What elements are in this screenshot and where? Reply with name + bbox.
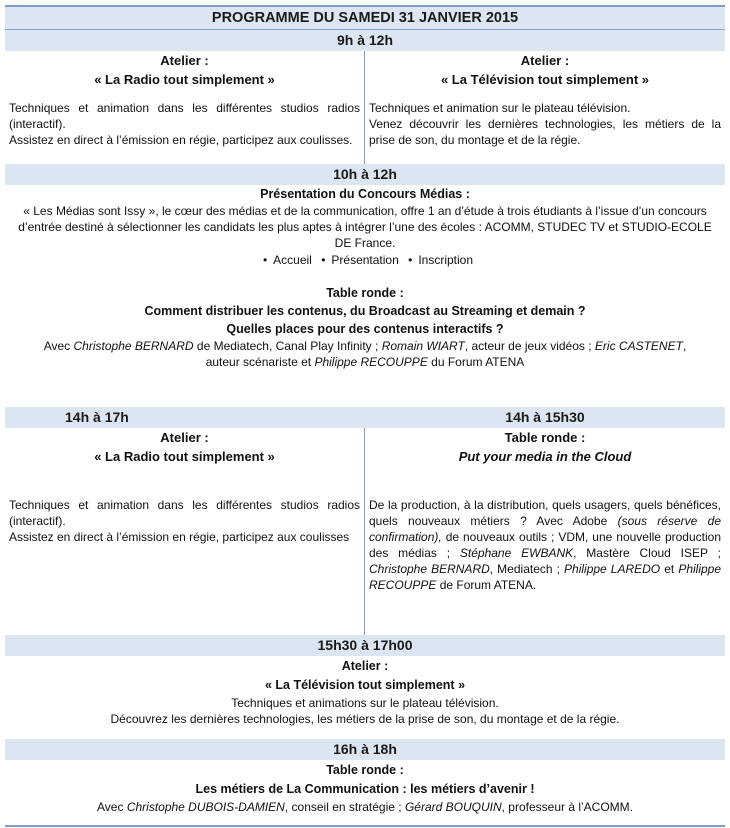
workshop-description: Techniques et animations sur le plateau télévision. xyxy=(231,696,499,710)
roundtable-speakers xyxy=(5,799,725,815)
session-10h-12h xyxy=(5,186,725,407)
workshop-kicker: Atelier : xyxy=(520,53,570,68)
speaker-name: Philippe RECOUPPE xyxy=(314,355,428,369)
speaker-role: auteur scénariste et xyxy=(205,355,312,369)
workshop-name: « La Radio tout simplement » xyxy=(94,72,275,87)
description-text: De la production, à la distribution, quels usagers, quels bénéfices, quels nouveaux métiers ? Avec Adobe xyxy=(369,498,721,528)
workshop-description: Assistez en direct à l’émission en régie, participez aux coulisses. xyxy=(9,133,353,147)
step-label: Accueil xyxy=(273,253,312,267)
speaker-role: de Forum ATENA. xyxy=(439,578,537,592)
contest-heading: Présentation du Concours Médias : xyxy=(260,187,470,201)
speaker-name: Stéphane EWBANK xyxy=(459,546,574,560)
speaker-name: Philippe LAREDO xyxy=(564,562,661,576)
radio-workshop xyxy=(5,51,365,164)
radio-workshop xyxy=(5,428,365,635)
speaker-role: , Mastère Cloud ISEP ; xyxy=(573,546,721,560)
workshop-name: « La Télévision tout simplement » xyxy=(264,678,466,692)
speaker-role: , xyxy=(682,339,687,353)
speaker-name: Christophe BERNARD xyxy=(73,339,194,353)
roundtable-speakers xyxy=(5,338,725,370)
speaker-name: Eric CASTENET xyxy=(594,339,683,353)
roundtable-kicker: Table ronde : xyxy=(504,430,586,445)
bullet-icon: • xyxy=(321,253,326,267)
speaker-role: du Forum ATENA xyxy=(431,355,525,369)
step-label: Inscription xyxy=(418,253,474,267)
contest-steps xyxy=(5,252,725,268)
bullet-icon: • xyxy=(408,253,413,267)
speaker-name: Philippe RECOUPPE xyxy=(369,562,722,592)
speaker-name: Gérard BOUQUIN xyxy=(404,800,502,814)
workshop-description: Venez découvrir les dernières technologies, les métiers de la prise de son, du montage et de la régie. xyxy=(369,117,721,147)
roundtable-kicker: Table ronde : xyxy=(326,286,404,300)
speakers-intro: Avec xyxy=(43,339,71,353)
workshop-kicker: Atelier : xyxy=(160,430,209,445)
speakers-intro: Avec xyxy=(97,800,124,814)
speaker-role: , Mediatech ; xyxy=(489,562,560,576)
session-16h-18h xyxy=(5,761,725,825)
workshop-kicker: Atelier : xyxy=(341,659,389,673)
conjunction: et xyxy=(664,562,675,576)
workshop-description: Techniques et animation dans les différentes studios radios (interactif). xyxy=(9,498,360,528)
time-slot-14h-15h30: 14h à 15h30 xyxy=(505,409,585,425)
bullet-icon: • xyxy=(262,253,268,267)
programme-title: PROGRAMME DU SAMEDI 31 JANVIER 2015 xyxy=(5,7,725,29)
roundtable-kicker: Table ronde : xyxy=(326,763,404,777)
workshop-name: « La Radio tout simplement » xyxy=(94,449,275,464)
roundtable-description xyxy=(369,497,721,593)
step-label: Présentation xyxy=(331,253,399,267)
time-slot-14h-17h: 14h à 17h xyxy=(65,409,129,425)
tv-workshop xyxy=(365,51,725,164)
time-slot-16h-18h: 16h à 18h xyxy=(5,739,725,760)
session-9h-12h xyxy=(5,51,725,164)
workshop-name: « La Télévision tout simplement » xyxy=(440,72,650,87)
roundtable-question: Comment distribuer les contenus, du Broadcast au Streaming et demain ? xyxy=(144,304,586,318)
roundtable-question: Quelles places pour des contenus interactifs ? xyxy=(226,322,504,336)
workshop-description: Techniques et animation dans les différentes studios radios (interactif). xyxy=(9,101,360,131)
description-text: de nouveaux outils ; VDM, une nouvelle production des médias ; xyxy=(369,530,721,560)
speaker-role: , conseil en stratégie ; xyxy=(284,800,402,814)
time-slot-10h-12h: 10h à 12h xyxy=(5,164,725,185)
speaker-name: Romain WIART xyxy=(381,339,465,353)
session-afternoon xyxy=(5,428,725,635)
speaker-role: , acteur de jeux vidéos ; xyxy=(464,339,592,353)
session-15h30-17h00 xyxy=(5,657,725,739)
roundtable-name: Les métiers de La Communication : les métiers d’avenir ! xyxy=(195,782,535,796)
speaker-name: Christophe BERNARD xyxy=(369,562,490,576)
workshop-description: Assistez en direct à l’émission en régie, participez aux coulisses xyxy=(9,530,350,544)
time-slot-15h30-17h00: 15h30 à 17h00 xyxy=(5,635,725,656)
time-slot-9h-12h: 9h à 12h xyxy=(5,29,725,51)
cloud-roundtable xyxy=(365,428,725,635)
description-note: (sous réserve de confirmation), xyxy=(369,514,722,544)
workshop-description: Techniques et animation sur le plateau télévision. xyxy=(369,101,631,115)
roundtable-name: Put your media in the Cloud xyxy=(458,449,632,464)
contest-description: « Les Médias sont Issy », le cœur des médias et de la communication, offre 1 an d’étude à trois étudiants à l’issue d’un concours d’entrée destiné à sélectionner les candidats les plus aptes à intégrer l’une des écoles : ACOMM, STUDEC TV et STUDIO-ECOLE DE France. xyxy=(18,204,712,250)
speaker-role: , professeur à l’ACOMM. xyxy=(501,800,633,814)
time-slot-afternoon xyxy=(5,407,725,428)
speaker-role: de Mediatech, Canal Play Infinity ; xyxy=(196,339,379,353)
workshop-description: Découvrez les dernières technologies, les métiers de la prise de son, du montage et de la régie. xyxy=(110,712,620,726)
speaker-name: Christophe DUBOIS-DAMIEN xyxy=(126,800,285,814)
workshop-kicker: Atelier : xyxy=(160,53,209,68)
bottom-rule xyxy=(5,825,725,827)
programme xyxy=(5,5,725,827)
